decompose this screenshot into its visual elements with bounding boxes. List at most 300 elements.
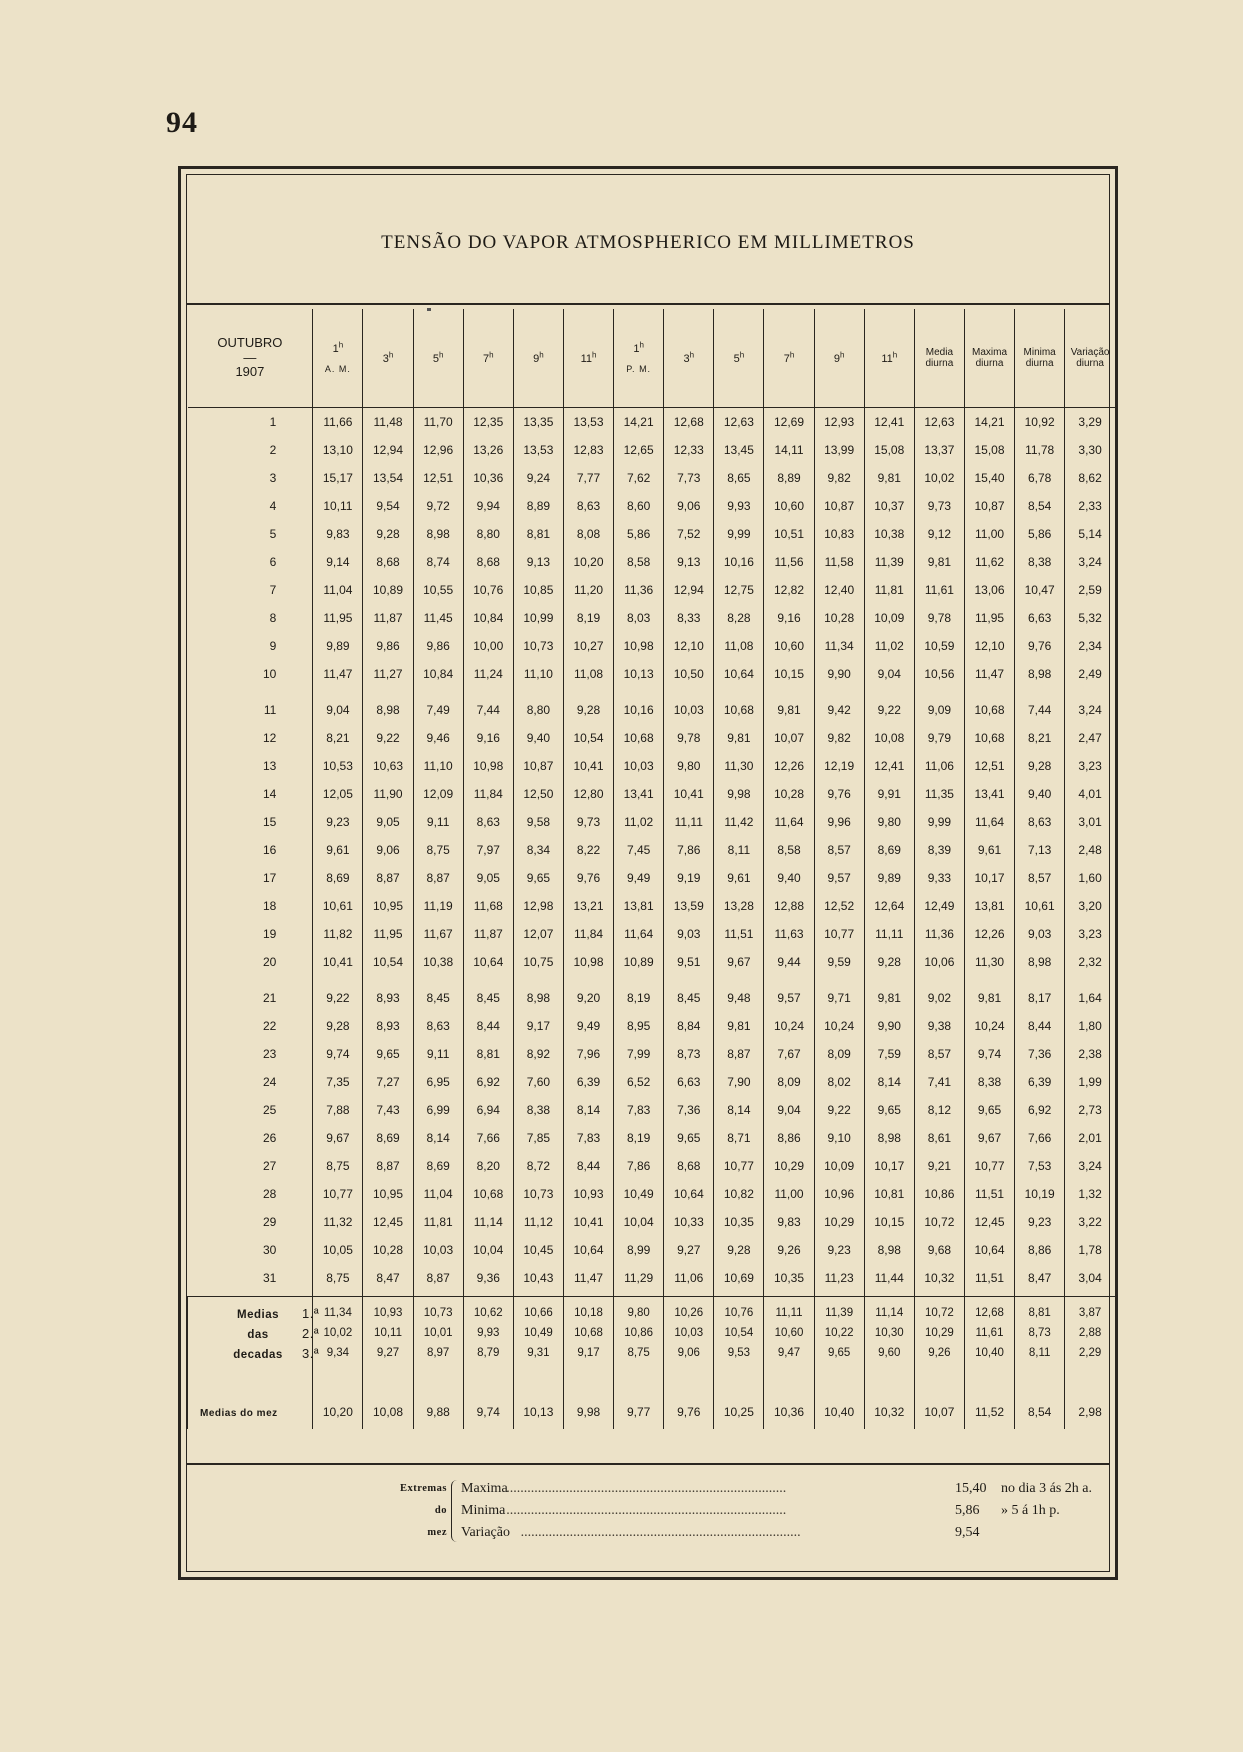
table-cell: 12,10 — [664, 632, 714, 660]
hour-header — [864, 309, 914, 408]
table-cell: 10,41 — [563, 1208, 613, 1236]
decade-cell: 9,27 — [363, 1343, 413, 1363]
hour-sub-label: A. M. — [324, 363, 351, 374]
table-cell: 9,90 — [814, 660, 864, 688]
table-cell: 10,84 — [413, 660, 463, 688]
table-cell: 10,35 — [714, 1208, 764, 1236]
table-cell: 8,71 — [714, 1124, 764, 1152]
table-cell: 11,10 — [513, 660, 563, 688]
extremes-label-line: Extremas — [400, 1483, 447, 1494]
table-cell: 15,40 — [964, 464, 1014, 492]
table-cell: 11,06 — [664, 1264, 714, 1297]
table-cell: 11,51 — [964, 1264, 1014, 1297]
table-cell: 10,64 — [463, 948, 513, 976]
table-cell: 8,14 — [714, 1096, 764, 1124]
table-cell: 9,54 — [363, 492, 413, 520]
table-cell: 2,01 — [1065, 1124, 1115, 1152]
table-cell: 9,22 — [313, 976, 363, 1012]
table-cell: 10,87 — [513, 752, 563, 780]
table-row — [188, 632, 1116, 660]
month-means-cell: 8,54 — [1015, 1363, 1065, 1429]
table-cell: 11,08 — [714, 632, 764, 660]
table-cell: 8,28 — [714, 604, 764, 632]
table-cell: 11,68 — [463, 892, 513, 920]
table-row — [188, 1180, 1116, 1208]
table-cell: 9,79 — [914, 724, 964, 752]
decade-label — [188, 1323, 320, 1343]
table-cell: 11,39 — [864, 548, 914, 576]
hour-label: 5$^h$ — [432, 350, 444, 365]
decade-cell: 10,73 — [413, 1297, 463, 1324]
table-cell: 12,83 — [563, 436, 613, 464]
table-cell: 13,41 — [614, 780, 664, 808]
table-cell: 8,68 — [363, 548, 413, 576]
table-cell: 1,60 — [1065, 864, 1115, 892]
table-cell: 9,28 — [864, 948, 914, 976]
table-cell: 7,97 — [463, 836, 513, 864]
table-row — [188, 948, 1116, 976]
table-cell: 7,83 — [614, 1096, 664, 1124]
table-cell: 2,32 — [1065, 948, 1115, 976]
table-cell: 8,72 — [513, 1152, 563, 1180]
table-cell: 12,52 — [814, 892, 864, 920]
table-cell: 10,64 — [664, 1180, 714, 1208]
table-cell: 11,95 — [964, 604, 1014, 632]
table-cell: 10,29 — [764, 1152, 814, 1180]
table-cell: 10,64 — [563, 1236, 613, 1264]
table-cell: 6,95 — [413, 1068, 463, 1096]
table-cell: 9,23 — [814, 1236, 864, 1264]
extremes-key: Variação — [461, 1525, 510, 1540]
hour-header — [714, 309, 764, 408]
table-row — [188, 1040, 1116, 1068]
hour-label: 11$^h$ — [580, 350, 597, 365]
decade-row — [188, 1297, 1116, 1324]
table-cell: 9,61 — [714, 864, 764, 892]
table-cell: 10,17 — [864, 1152, 914, 1180]
dot-fill: ................................................................................ — [520, 1525, 801, 1540]
table-cell: 13,99 — [814, 436, 864, 464]
decade-cell: 8,97 — [413, 1343, 463, 1363]
decade-cell: 10,66 — [513, 1297, 563, 1324]
table-cell: 7,99 — [614, 1040, 664, 1068]
decade-ordinal: 2.ª — [302, 1325, 320, 1341]
day-number: 18 — [262, 899, 277, 913]
table-cell: 9,49 — [563, 1012, 613, 1040]
table-cell: 10,55 — [413, 576, 463, 604]
table-cell: 13,10 — [313, 436, 363, 464]
table-cell: 10,36 — [463, 464, 513, 492]
table-cell: 10,53 — [313, 752, 363, 780]
table-cell: 11,62 — [964, 548, 1014, 576]
table-cell: 13,28 — [714, 892, 764, 920]
table-cell: 9,96 — [814, 808, 864, 836]
table-cell: 9,73 — [563, 808, 613, 836]
table-cell: 10,29 — [814, 1208, 864, 1236]
table-cell: 9,78 — [914, 604, 964, 632]
table-cell: 13,54 — [363, 464, 413, 492]
decade-cell: 2,88 — [1065, 1323, 1115, 1343]
table-cell: 9,04 — [864, 660, 914, 688]
table-cell: 9,61 — [964, 836, 1014, 864]
table-cell: 11,44 — [864, 1264, 914, 1297]
table-title: TENSÃO DO VAPOR ATMOSPHERICO EM MILLIMETROS — [381, 232, 915, 253]
table-row — [188, 1012, 1116, 1040]
table-cell: 10,02 — [914, 464, 964, 492]
table-cell: 9,67 — [714, 948, 764, 976]
table-cell: 12,10 — [964, 632, 1014, 660]
summary-header: Variação diurna — [1065, 309, 1115, 408]
month-means-cell: 10,40 — [814, 1363, 864, 1429]
day-number: 22 — [262, 1019, 277, 1033]
table-cell: 11,00 — [764, 1180, 814, 1208]
extremes-key: Maxima — [461, 1481, 508, 1496]
table-cell: 7,44 — [1015, 688, 1065, 724]
table-cell: 8,54 — [1015, 492, 1065, 520]
table-cell: 9,16 — [764, 604, 814, 632]
decade-label-word: das — [247, 1328, 269, 1341]
table-cell: 10,41 — [563, 752, 613, 780]
table-row — [188, 576, 1116, 604]
day-number: 13 — [262, 759, 277, 773]
table-cell: 13,37 — [914, 436, 964, 464]
table-cell: 10,61 — [313, 892, 363, 920]
table-cell: 7,60 — [513, 1068, 563, 1096]
hour-header — [614, 309, 664, 408]
decade-cell: 10,62 — [463, 1297, 513, 1324]
extremes-label-line: do — [434, 1505, 447, 1516]
table-cell: 12,51 — [964, 752, 1014, 780]
table-cell: 6,92 — [1015, 1096, 1065, 1124]
table-cell: 9,42 — [814, 688, 864, 724]
table-cell: 11,35 — [914, 780, 964, 808]
day-number: 15 — [262, 815, 277, 829]
table-cell: 13,53 — [563, 408, 613, 437]
table-cell: 10,15 — [764, 660, 814, 688]
table-cell: 11,34 — [814, 632, 864, 660]
table-cell: 12,09 — [413, 780, 463, 808]
day-number: 1 — [269, 415, 277, 429]
table-cell: 8,68 — [463, 548, 513, 576]
table-row — [188, 920, 1116, 948]
table-cell: 3,24 — [1065, 1152, 1115, 1180]
table-cell: 10,41 — [313, 948, 363, 976]
day-number: 30 — [262, 1243, 277, 1257]
decade-cell: 9,93 — [463, 1323, 513, 1343]
table-cell: 8,81 — [463, 1040, 513, 1068]
table-cell: 10,16 — [614, 688, 664, 724]
table-cell: 10,27 — [563, 632, 613, 660]
table-cell: 9,78 — [664, 724, 714, 752]
table-cell: 12,82 — [764, 576, 814, 604]
table-cell: 9,81 — [864, 464, 914, 492]
table-cell: 8,14 — [413, 1124, 463, 1152]
table-cell: 7,86 — [664, 836, 714, 864]
table-cell: 8,92 — [513, 1040, 563, 1068]
month-dash: — — [243, 349, 257, 365]
table-cell: 9,28 — [313, 1012, 363, 1040]
table-cell: 2,48 — [1065, 836, 1115, 864]
table-cell: 9,21 — [914, 1152, 964, 1180]
table-cell: 11,12 — [513, 1208, 563, 1236]
table-cell: 11,04 — [413, 1180, 463, 1208]
table-cell: 8,12 — [914, 1096, 964, 1124]
table-cell: 9,49 — [614, 864, 664, 892]
day-number: 21 — [262, 991, 277, 1005]
dot-leader — [461, 1500, 881, 1522]
extremes-row — [461, 1478, 1101, 1500]
decade-cell: 10,49 — [513, 1323, 563, 1343]
table-cell: 12,93 — [814, 408, 864, 437]
table-cell: 9,14 — [313, 548, 363, 576]
extremes-row — [461, 1500, 1101, 1522]
table-cell: 8,14 — [563, 1096, 613, 1124]
decade-cell: 8,79 — [463, 1343, 513, 1363]
table-cell: 11,29 — [614, 1264, 664, 1297]
table-cell: 10,03 — [413, 1236, 463, 1264]
table-cell: 5,32 — [1065, 604, 1115, 632]
table-cell: 8,58 — [614, 548, 664, 576]
month-means-cell: 2,98 — [1065, 1363, 1115, 1429]
table-cell: 9,40 — [764, 864, 814, 892]
table-cell: 9,12 — [914, 520, 964, 548]
table-cell: 7,73 — [664, 464, 714, 492]
decade-cell: 10,68 — [563, 1323, 613, 1343]
table-cell: 10,28 — [764, 780, 814, 808]
header-row — [188, 309, 1116, 408]
table-cell: 10,95 — [363, 1180, 413, 1208]
day-number: 4 — [269, 499, 277, 513]
table-cell: 8,86 — [764, 1124, 814, 1152]
table-cell: 9,19 — [664, 864, 714, 892]
table-frame — [178, 166, 1118, 1580]
table-cell: 12,41 — [864, 752, 914, 780]
table-cell: 9,89 — [313, 632, 363, 660]
extremes-brace — [451, 1480, 460, 1542]
table-cell: 5,86 — [1015, 520, 1065, 548]
table-cell: 8,93 — [363, 976, 413, 1012]
table-cell: 10,86 — [914, 1180, 964, 1208]
table-cell: 8,81 — [513, 520, 563, 548]
decade-cell: 10,93 — [363, 1297, 413, 1324]
table-cell: 8,98 — [864, 1236, 914, 1264]
table-cell: 11,14 — [463, 1208, 513, 1236]
table-cell: 8,99 — [614, 1236, 664, 1264]
table-cell: 9,76 — [814, 780, 864, 808]
table-cell: 6,39 — [1015, 1068, 1065, 1096]
day-number: 26 — [262, 1131, 277, 1145]
table-cell: 8,38 — [1015, 548, 1065, 576]
table-cell: 2,73 — [1065, 1096, 1115, 1124]
table-cell: 12,68 — [664, 408, 714, 437]
table-row — [188, 808, 1116, 836]
table-cell: 10,85 — [513, 576, 563, 604]
table-cell: 8,14 — [864, 1068, 914, 1096]
table-cell: 10,09 — [864, 604, 914, 632]
table-cell: 3,23 — [1065, 920, 1115, 948]
table-cell: 10,00 — [463, 632, 513, 660]
table-cell: 7,77 — [563, 464, 613, 492]
table-cell: 11,36 — [614, 576, 664, 604]
decade-cell: 10,29 — [914, 1323, 964, 1343]
table-cell: 10,32 — [914, 1264, 964, 1297]
table-cell: 8,38 — [513, 1096, 563, 1124]
decade-cell: 10,01 — [413, 1323, 463, 1343]
table-cell: 10,19 — [1015, 1180, 1065, 1208]
table-cell: 9,11 — [413, 808, 463, 836]
decade-cell: 9,06 — [664, 1343, 714, 1363]
extremes-value: 5,86 — [955, 1503, 980, 1518]
extremes-label-line: mez — [427, 1527, 447, 1538]
table-cell: 10,17 — [964, 864, 1014, 892]
decade-ordinal: 1.ª — [302, 1305, 320, 1321]
table-cell: 8,87 — [714, 1040, 764, 1068]
table-cell: 7,86 — [614, 1152, 664, 1180]
table-cell: 11,36 — [914, 920, 964, 948]
table-cell: 12,63 — [714, 408, 764, 437]
table-cell: 3,24 — [1065, 688, 1115, 724]
table-cell: 12,19 — [814, 752, 864, 780]
table-cell: 14,11 — [764, 436, 814, 464]
table-cell: 11,61 — [914, 576, 964, 604]
table-cell: 10,84 — [463, 604, 513, 632]
table-cell: 9,40 — [513, 724, 563, 752]
decade-cell: 9,47 — [764, 1343, 814, 1363]
table-cell: 10,33 — [664, 1208, 714, 1236]
decade-cell: 10,26 — [664, 1297, 714, 1324]
table-cell: 10,98 — [614, 632, 664, 660]
hour-label: 3$^h$ — [382, 350, 394, 365]
table-cell: 9,11 — [413, 1040, 463, 1068]
table-cell: 11,81 — [864, 576, 914, 604]
table-cell: 10,60 — [764, 632, 814, 660]
table-cell: 12,94 — [664, 576, 714, 604]
month-header — [188, 309, 313, 408]
title-box — [187, 175, 1109, 305]
table-cell: 12,96 — [413, 436, 463, 464]
day-number: 27 — [262, 1159, 277, 1173]
vapor-tension-table — [187, 309, 1115, 1429]
table-cell: 11,24 — [463, 660, 513, 688]
decade-cell: 12,68 — [964, 1297, 1014, 1324]
table-cell: 10,13 — [614, 660, 664, 688]
table-cell: 9,73 — [914, 492, 964, 520]
table-cell: 12,45 — [363, 1208, 413, 1236]
table-cell: 10,73 — [513, 632, 563, 660]
table-cell: 8,63 — [463, 808, 513, 836]
summary-header: Minima diurna — [1015, 309, 1065, 408]
table-cell: 15,17 — [313, 464, 363, 492]
table-cell: 12,26 — [964, 920, 1014, 948]
table-cell: 9,57 — [814, 864, 864, 892]
table-cell: 8,75 — [313, 1264, 363, 1297]
table-cell: 11,02 — [614, 808, 664, 836]
table-cell: 9,83 — [313, 520, 363, 548]
table-cell: 9,26 — [764, 1236, 814, 1264]
decade-cell: 10,30 — [864, 1323, 914, 1343]
table-cell: 11,84 — [463, 780, 513, 808]
table-cell: 2,47 — [1065, 724, 1115, 752]
table-cell: 9,48 — [714, 976, 764, 1012]
table-cell: 8,73 — [664, 1040, 714, 1068]
table-cell: 10,03 — [614, 752, 664, 780]
month-means-row — [188, 1363, 1116, 1429]
decade-ordinal: 3.ª — [302, 1345, 320, 1361]
table-row — [188, 836, 1116, 864]
extremes-label — [383, 1478, 447, 1544]
table-row — [188, 724, 1116, 752]
table-cell: 8,98 — [513, 976, 563, 1012]
table-cell: 10,04 — [463, 1236, 513, 1264]
table-row — [188, 1208, 1116, 1236]
decade-cell: 3,87 — [1065, 1297, 1115, 1324]
table-cell: 10,69 — [714, 1264, 764, 1297]
table-cell: 10,45 — [513, 1236, 563, 1264]
table-row — [188, 892, 1116, 920]
table-cell: 10,24 — [964, 1012, 1014, 1040]
month-means-cell: 10,36 — [764, 1363, 814, 1429]
decade-cell: 10,18 — [563, 1297, 613, 1324]
table-row — [188, 1124, 1116, 1152]
decade-cell: 9,34 — [313, 1343, 363, 1363]
table-cell: 8,09 — [764, 1068, 814, 1096]
table-cell: 10,43 — [513, 1264, 563, 1297]
table-cell: 7,83 — [563, 1124, 613, 1152]
table-cell: 3,30 — [1065, 436, 1115, 464]
table-cell: 11,66 — [313, 408, 363, 437]
table-cell: 12,51 — [413, 464, 463, 492]
decade-cell: 8,11 — [1015, 1343, 1065, 1363]
table-area — [187, 309, 1109, 1429]
decade-cell: 11,34 — [313, 1297, 363, 1324]
table-cell: 10,68 — [463, 1180, 513, 1208]
decade-cell: 9,26 — [914, 1343, 964, 1363]
table-cell: 9,09 — [914, 688, 964, 724]
table-cell: 9,10 — [814, 1124, 864, 1152]
day-number: 8 — [269, 611, 277, 625]
hour-header — [563, 309, 613, 408]
table-cell: 8,09 — [814, 1040, 864, 1068]
table-cell: 8,08 — [563, 520, 613, 548]
decade-cell: 2,29 — [1065, 1343, 1115, 1363]
table-cell: 13,45 — [714, 436, 764, 464]
decade-cell: 10,76 — [714, 1297, 764, 1324]
decade-cell: 9,53 — [714, 1343, 764, 1363]
table-cell: 8,87 — [363, 864, 413, 892]
table-frame-inner — [186, 174, 1110, 1572]
table-cell: 8,03 — [614, 604, 664, 632]
hour-label: 9$^h$ — [833, 350, 845, 365]
table-cell: 8,61 — [914, 1124, 964, 1152]
table-cell: 8,47 — [1015, 1264, 1065, 1297]
month-means-cell: 9,76 — [664, 1363, 714, 1429]
table-cell: 10,61 — [1015, 892, 1065, 920]
hour-header — [814, 309, 864, 408]
table-cell: 9,04 — [764, 1096, 814, 1124]
table-cell: 1,99 — [1065, 1068, 1115, 1096]
table-cell: 1,64 — [1065, 976, 1115, 1012]
table-cell: 9,22 — [864, 688, 914, 724]
table-cell: 9,28 — [1015, 752, 1065, 780]
table-cell: 9,20 — [563, 976, 613, 1012]
table-row — [188, 604, 1116, 632]
table-cell: 11,27 — [363, 660, 413, 688]
table-cell: 9,03 — [664, 920, 714, 948]
table-cell: 11,78 — [1015, 436, 1065, 464]
table-cell: 9,22 — [363, 724, 413, 752]
table-cell: 9,93 — [714, 492, 764, 520]
table-cell: 12,45 — [964, 1208, 1014, 1236]
